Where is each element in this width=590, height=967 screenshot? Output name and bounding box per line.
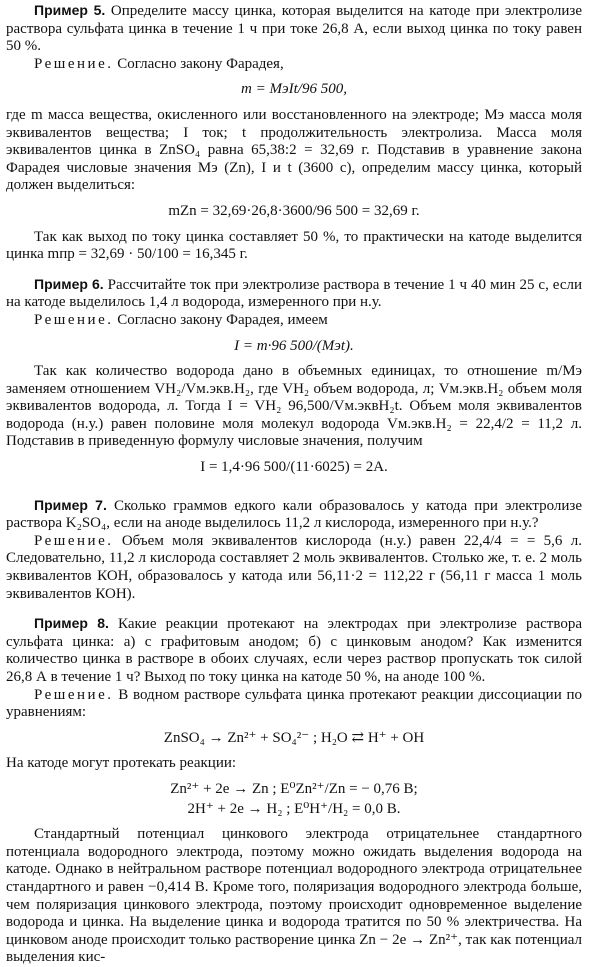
solution-label: Решение. bbox=[34, 311, 114, 328]
current-equation: I = m·96 500/(Mэt). bbox=[234, 337, 354, 354]
solution-label: Решение. bbox=[34, 686, 114, 703]
zinc-mass-equation: mZn = 32,69·26,8·3600/96 500 = 32,69 г. bbox=[168, 202, 420, 219]
example-5-solution-intro: Решение. Согласно закону Фарадея, bbox=[34, 55, 284, 72]
example-5-conclusion: Так как выход по току цинка составляет 50 %, то практически на катоде выделится цинка mпр = 32,69 · 50/100 = 16,345 г. bbox=[6, 228, 582, 263]
example-6-explanation: Так как количество водорода дано в объемных единицах, то отношение m/Mэ заменяем отношением VH₂/Vм.экв.H₂, где VH₂ объем водорода, л; Vм.экв.H₂ объем моля эквивалентов водорода, л. Тогда I = VH₂ 96,500/Vм.эквH₂t. Объем моля эквивалентов водорода (н.у.) равен половине моля молекул водорода Vм.экв.H₂ = 22,4/2 = 11,2 л. Подставив в приведенную формулу числовые значения, получим bbox=[6, 363, 582, 450]
example-7-question: Пример 7. Сколько граммов едкого кали образовалось у катода при электролизе раствора K₂SO₄, если на аноде выделилось 11,2 л кислорода, измеренного при н.у.? bbox=[6, 496, 583, 532]
example-7-title: Пример 7. bbox=[34, 496, 107, 513]
solution-label: Решение. bbox=[34, 532, 114, 549]
dissociation-equation: ZnSO₄ → Zn²⁺ + SO₄²⁻ ; H₂O ⇄ H⁺ + OH bbox=[163, 729, 425, 746]
cathode-reactions-intro: На катоде могут протекать реакции: bbox=[6, 755, 237, 772]
example-5-title: Пример 5. bbox=[34, 2, 106, 18]
example-7-solution: Решение. Объем моля эквивалентов кислорода (н.у.) равен 22,4/4 = = 5,6 л. Следовательно, 11,2 л кислорода составляет 2 моль эквивалентов. Столько же, т. е. 2 моль эквивалентов КОН, образовалось у катода или 56,11·2 = 112,22 г (56,11 г масса 1 моль эквивалентов КОН). bbox=[6, 532, 582, 602]
example-8-explanation: Стандартный потенциал цинкового электрода отрицательнее стандартного потенциала водородного электрода, поэтому можно ожидать выделения водорода на катоде. Однако в нейтральном растворе потенциал водородного электрода отрицательнее стандартного и равен −0,414 В. Кроме того, поляризация водородного электрода больше, чем поляризация цинкового электрода, поэтому происходит одновременное выделение водорода и цинка. На выделение цинка и водорода тратится по 50 % электричества. На цинковом аноде происходит только растворение цинка Zn − 2e → Zn²⁺, так как потенциал выделения кис- bbox=[6, 826, 582, 966]
zinc-cathode-reaction: Zn²⁺ + 2e → Zn ; E⁰Zn²⁺/Zn = − 0,76 В; bbox=[170, 780, 418, 797]
example-5-explanation: где m масса вещества, окисленного или восстановленного на электроде; Mэ масса моля эквивалентов вещества; I ток; t продолжительность электролиза. Масса моля эквивалентов цинка в ZnSO₄ равна 65,38:2 = 32,69 г. Подставив в уравнение закона Фарадея числовые значения Mэ (Zn), I и t (3600 с), определим массу цинка, который должен выделиться: bbox=[6, 106, 582, 194]
hydrogen-cathode-reaction: 2H⁺ + 2e → H₂ ; E⁰H⁺/H₂ = 0,0 В. bbox=[187, 800, 401, 817]
example-8-question: Пример 8. Какие реакции протекают на электродах при электролизе раствора сульфата цинка: а) с графитовым анодом; б) с цинковым анодом? Как изменится количество цинка в растворе в обоих случаях, если через раствор пропускать ток силой 26,8 А в течение 1 ч? Выход по току цинка на катоде 50 %, на аноде 100 %. bbox=[6, 615, 583, 685]
example-6-title: Пример 6. bbox=[34, 275, 104, 292]
example-8-solution-intro: Решение. В водном растворе сульфата цинка протекают реакции диссоциации по уравнениям: bbox=[6, 686, 583, 721]
current-result-equation: I = 1,4·96 500/(11·6025) = 2А. bbox=[200, 459, 388, 476]
solution-label: Решение. bbox=[34, 55, 114, 72]
example-8-title: Пример 8. bbox=[34, 615, 109, 632]
example-6-question: Пример 6. Рассчитайте ток при электролизе раствора в течение 1 ч 40 мин 25 с, если на катоде выделилось 1,4 л водорода, измеренного при н.у. bbox=[6, 275, 582, 311]
faraday-equation: m = MэIt/96 500, bbox=[241, 81, 347, 98]
example-5-question: Пример 5. Определите массу цинка, которая выделится на катоде при электролизе раствора сульфата цинка в течение 1 ч при токе 26,8 А, если выход цинка по току равен 50 %. bbox=[6, 2, 583, 55]
example-6-solution-intro: Решение. Согласно закону Фарадея, имеем bbox=[34, 311, 328, 328]
